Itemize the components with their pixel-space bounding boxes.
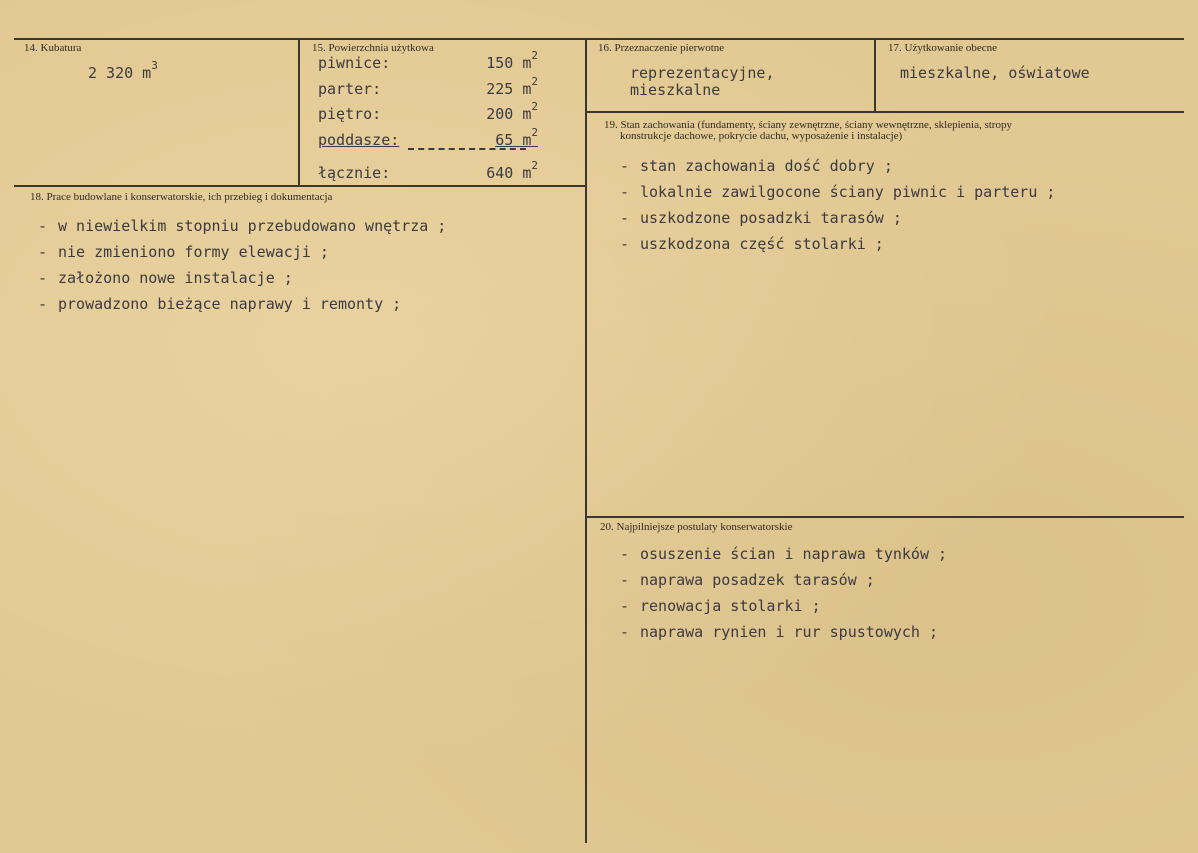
field-17-value: mieszkalne, oświatowe — [900, 64, 1090, 82]
area-row-value: 65 $m^2$ — [495, 126, 538, 149]
rule-under-14-15 — [14, 185, 586, 187]
area-row-value: 200 $m^2$ — [486, 100, 538, 123]
top-rule — [14, 38, 1184, 40]
area-row-name: poddasze: — [318, 131, 400, 149]
rule-under-16-17 — [587, 111, 1184, 113]
area-row-name: piwnice: — [318, 54, 391, 72]
divider-16-17 — [874, 40, 876, 112]
area-total-value: 640 $m^2$ — [486, 159, 538, 182]
list-item: - lokalnie zawilgocone ściany piwnic i parteru ; — [620, 183, 1056, 201]
area-row-value: 150 $m^2$ — [486, 49, 538, 72]
divider-14-15 — [298, 40, 300, 186]
list-item: - prowadzono bieżące naprawy i remonty ; — [38, 295, 402, 313]
field-17-label: 17. Użytkowanie obecne — [888, 42, 998, 54]
field-14-value — [88, 59, 158, 84]
list-item: - stan zachowania dość dobry ; — [620, 157, 893, 175]
list-item: - założono nowe instalacje ; — [38, 269, 293, 287]
list-item: - uszkodzone posadzki tarasów ; — [620, 209, 902, 227]
list-item: - naprawa posadzek tarasów ; — [620, 571, 875, 589]
field-20-label: 20. Najpilniejsze postulaty konserwatorskie — [600, 521, 793, 533]
area-row-value: 225 $m^2$ — [486, 75, 538, 98]
field-15-label: 15. Powierzchnia użytkowa — [312, 42, 434, 54]
list-item: - uszkodzona część stolarki ; — [620, 235, 884, 253]
rule-above-20 — [587, 516, 1184, 518]
field-16-label: 16. Przeznaczenie pierwotne — [598, 42, 725, 54]
area-row-name: piętro: — [318, 105, 382, 123]
field-19-label-line2: konstrukcje dachowe, pokrycie dachu, wyposażenie i instalacje) — [620, 130, 903, 142]
list-item: - w niewielkim stopniu przebudowano wnętrza ; — [38, 217, 447, 235]
list-item: - naprawa rynien i rur spustowych ; — [620, 623, 939, 641]
list-item: - nie zmieniono formy elewacji ; — [38, 243, 329, 261]
field-18-label: 18. Prace budowlane i konserwatorskie, ich przebieg i dokumentacja — [30, 191, 333, 203]
field-16-line: reprezentacyjne, — [630, 64, 775, 82]
field-19-label-line1: 19. Stan zachowania (fundamenty, ściany zewnętrzne, ściany wewnętrzne, sklepienia, stropy — [604, 119, 1012, 131]
field-16-line: mieszkalne — [630, 81, 721, 99]
field-14-label: 14. Kubatura — [24, 42, 82, 54]
main-vertical-divider — [585, 40, 587, 843]
area-total-name: łącznie: — [318, 164, 391, 182]
kubatura-value: 2 320 m — [88, 64, 152, 82]
list-item: - renowacja stolarki ; — [620, 597, 821, 615]
list-item: - osuszenie ścian i naprawa tynków ; — [620, 545, 948, 563]
area-row-name: parter: — [318, 80, 382, 98]
kubatura-unit-sup: 3 — [151, 59, 158, 72]
